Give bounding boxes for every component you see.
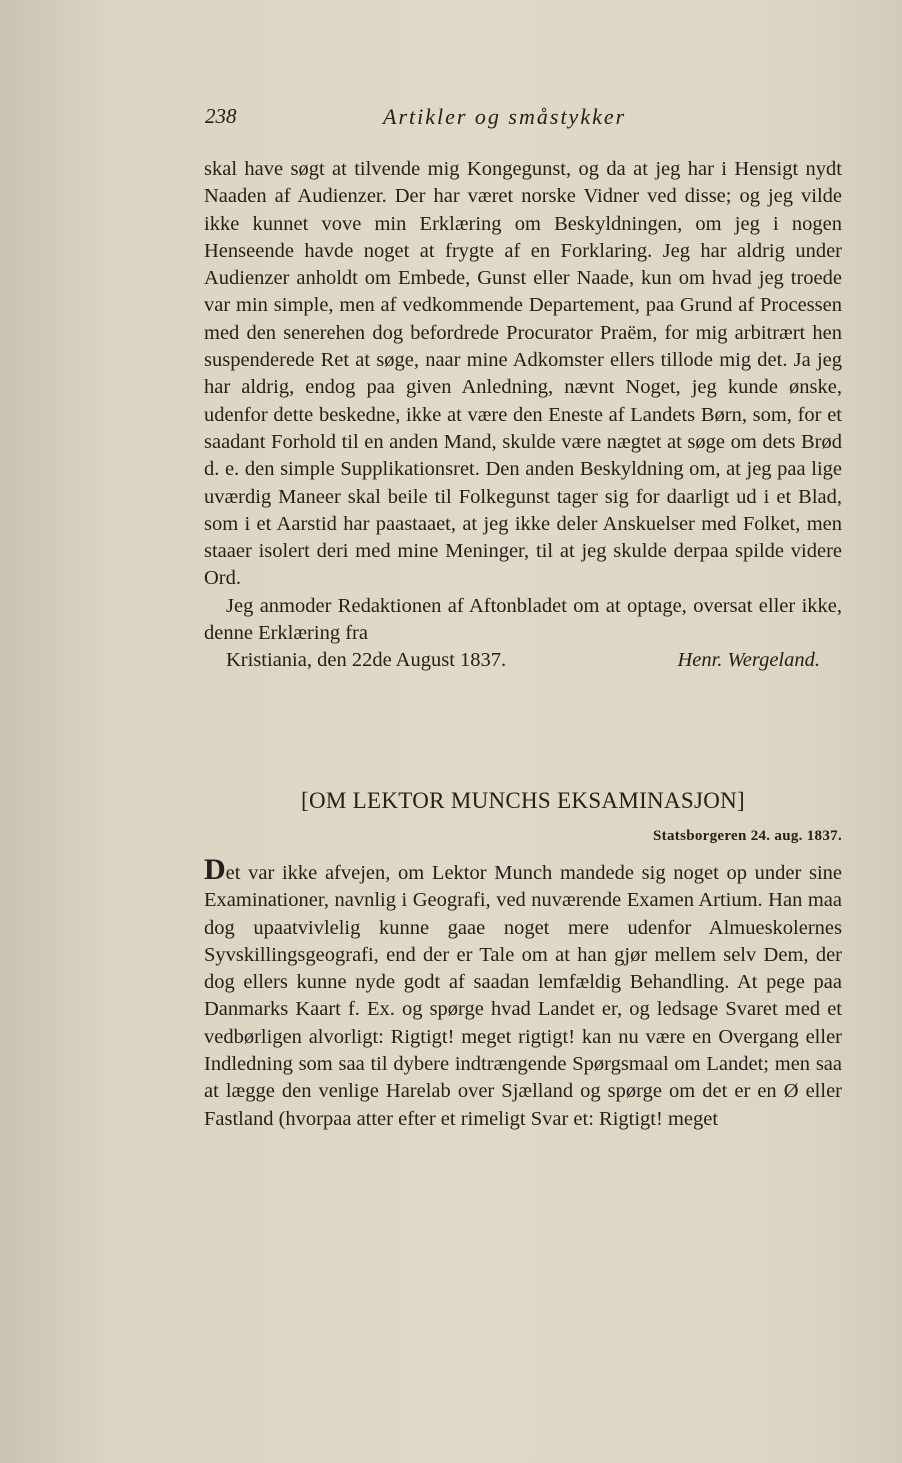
signature-line — [204, 647, 842, 674]
section-1-text — [204, 156, 842, 675]
section-2-text — [204, 853, 842, 1133]
place-date: Kristiania, den 22de August 1837. — [226, 649, 507, 672]
source-citation: Statsborgeren 24. aug. 1837. — [653, 828, 842, 844]
page-number: 238 — [205, 104, 237, 128]
paragraph-declaration: skal have søgt at tilvende mig Kongegunst, og da at jeg har i Hensigt nydt Naaden af Audienzer. Der har været norske Vidner ved disse; og jeg vilde ikke kunnet vove min Erklæring om Beskyldningen, om jeg i nogen Henseende havde noget at frygte af en Forklaring. Jeg har aldrig under Audienzer anholdt om Embede, Gunst eller Naade, kun om hvad jeg troede var min simple, men af vedkommende Departement, paa Grund af Processen med den senerehen dog befordrede Procurator Praëm, for mig arbitrært hen suspenderede Ret at søge, naar mine Adkomster ellers tillode mig det. Ja jeg har aldrig, endog paa given Anledning, nævnt Noget, jeg kunde ønske, udenfor dette beskedne, ikke at være den Eneste af Landets Børn, som, for et saadant Forhold til en anden Mand, skulde være nægtet at søge om dets Brød d. e. den simple Supplikationsret. Den anden Beskyldning om, at jeg paa lige uværdig Maneer skal beile til Folkegunst tager sig for daarligt ud i et Blad, som i et Aarstid har paastaaet, at jeg ikke deler Anskuelser med Folket, men staaer isolert deri med mine Meninger, til at jeg skulde derpaa spilde videre Ord. — [204, 158, 842, 590]
drop-cap: D — [204, 853, 226, 886]
section-title: [OM LEKTOR MUNCHS EKSAMINASJON] — [301, 788, 745, 813]
paragraph-munch — [204, 853, 842, 1133]
page-header — [205, 104, 845, 134]
paragraph-request: Jeg anmoder Redaktionen af Aftonbladet om at optage, oversat eller ikke, denne Erklæring fra — [204, 594, 842, 645]
running-title: Artikler og småstykker — [383, 104, 627, 129]
author-signature: Henr. Wergeland. — [677, 649, 820, 672]
paragraph-munch-text: et var ikke afvejen, om Lektor Munch mandede sig noget op under sine Examinationer, navnlig i Geografi, ved nuværende Examen Artium. Han maa dog upaatvivlelig kunne gaae noget mere udenfor Almueskolernes Syvskillingsgeografi, end der er Tale om at han gjør mellem selv Dem, der dog ellers kunne nyde godt af saadan lemfældig Behandling. At pege paa Danmarks Kaart f. Ex. og spørge hvad Landet er, og ledsage Svaret med et vedbørligen alvorligt: Rigtigt! meget rigtigt! kan nu være en Overgang eller Indledning som saa til dybere indtrængende Spørgsmaal om Landet; men saa at lægge den venlige Harelab over Sjælland og spørge om det er en Ø eller Fastland (hvorpaa atter efter et rimeligt Svar et: Rigtigt! meget — [204, 862, 842, 1130]
